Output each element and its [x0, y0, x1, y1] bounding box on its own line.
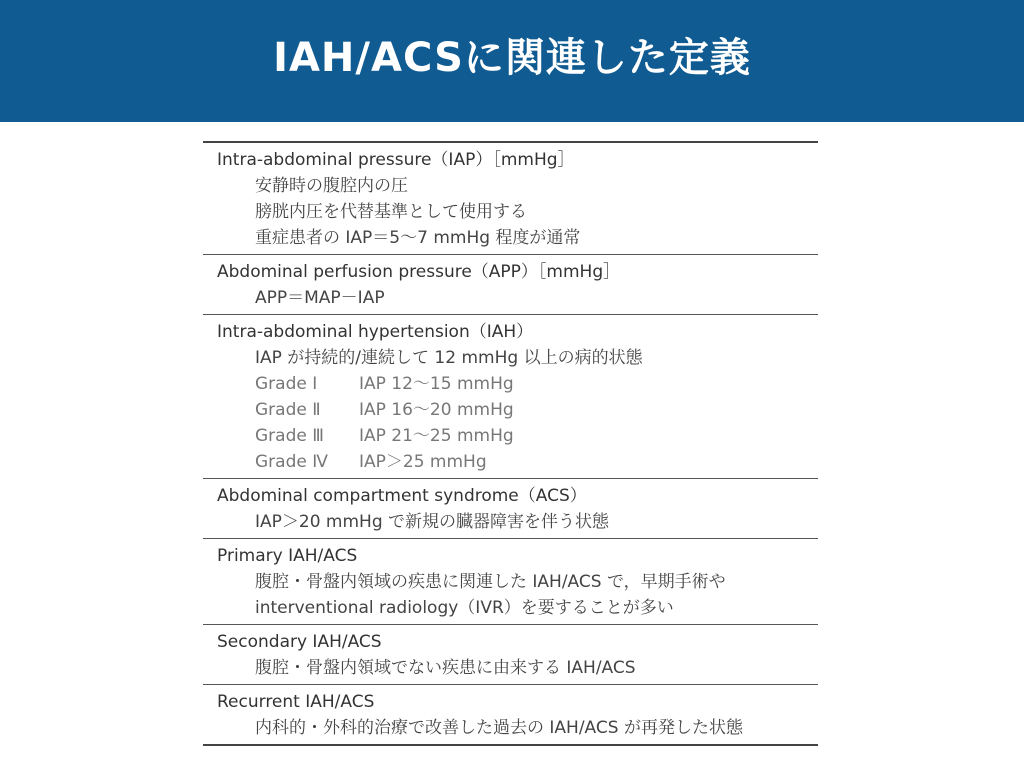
grade-row — [217, 397, 818, 423]
section-recurrent — [203, 685, 818, 744]
section-acs — [203, 479, 818, 539]
grade-row — [217, 449, 818, 475]
definition-line: APP＝MAP－IAP — [255, 288, 385, 308]
grade-value: IAP 16〜20 mmHg — [359, 400, 514, 420]
term-heading: Intra-abdominal pressure（IAP）［mmHg］ — [217, 150, 575, 170]
title-banner — [0, 0, 1024, 122]
definition-line: 安静時の腹腔内の圧 — [255, 176, 408, 196]
grade-label: Grade Ⅲ — [255, 426, 324, 446]
grade-label: Grade Ⅱ — [255, 400, 321, 420]
grade-row — [217, 371, 818, 397]
term-heading: Recurrent IAH/ACS — [217, 692, 375, 712]
definition-line: 腹腔・骨盤内領域でない疾患に由来する IAH/ACS — [255, 658, 636, 678]
definition-line: 重症患者の IAP＝5〜7 mmHg 程度が通常 — [255, 228, 581, 248]
term-heading: Abdominal perfusion pressure（APP）［mmHg］ — [217, 262, 621, 282]
grade-label: Grade Ⅰ — [255, 374, 318, 394]
grade-label: Grade Ⅳ — [255, 452, 328, 472]
definition-line: 膀胱内圧を代替基準として使用する — [255, 202, 527, 222]
slide-title: IAH/ACSに関連した定義 — [273, 34, 751, 81]
section-iap — [203, 143, 818, 255]
grade-value: IAP 12〜15 mmHg — [359, 374, 514, 394]
term-heading: Abdominal compartment syndrome（ACS） — [217, 486, 587, 506]
definition-line: IAP が持続的/連続して 12 mmHg 以上の病的状態 — [255, 348, 643, 368]
section-iah — [203, 315, 818, 479]
grade-value: IAP＞25 mmHg — [359, 452, 487, 472]
term-heading: Secondary IAH/ACS — [217, 632, 382, 652]
definition-line: IAP＞20 mmHg で新規の臓器障害を伴う状態 — [255, 512, 610, 532]
grade-row — [217, 423, 818, 449]
term-heading: Primary IAH/ACS — [217, 546, 358, 566]
definition-line: 腹腔・骨盤内領域の疾患に関連した IAH/ACS で，早期手術や — [255, 572, 726, 592]
definitions-table — [203, 141, 818, 746]
definition-line: 内科的・外科的治療で改善した過去の IAH/ACS が再発した状態 — [255, 718, 743, 738]
section-primary — [203, 539, 818, 625]
term-heading: Intra-abdominal hypertension（IAH） — [217, 322, 534, 342]
section-secondary — [203, 625, 818, 685]
grade-value: IAP 21〜25 mmHg — [359, 426, 514, 446]
section-app — [203, 255, 818, 315]
definition-line: interventional radiology（IVR）を要することが多い — [255, 598, 674, 618]
